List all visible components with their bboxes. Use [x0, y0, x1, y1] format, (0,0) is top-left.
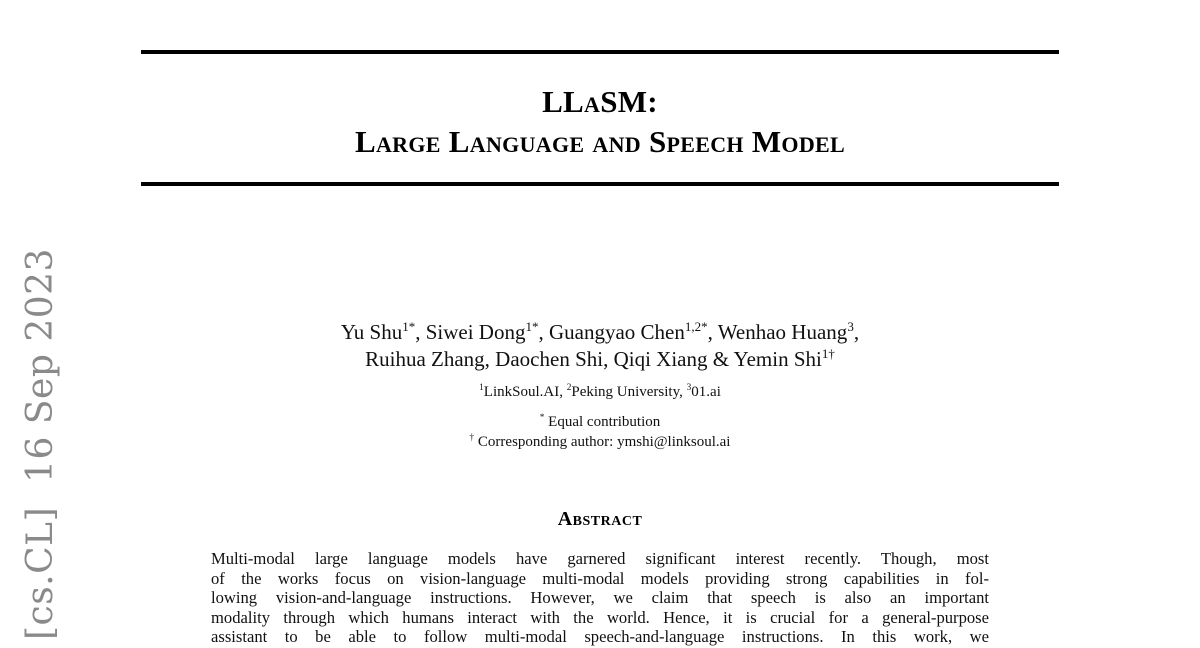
author-affil-mark: 1*: [525, 319, 539, 334]
corresponding-text: Corresponding author: ymshi@linksoul.ai: [477, 434, 731, 450]
equal-contribution-note: [141, 414, 1059, 431]
title-top-rule: [141, 50, 1059, 54]
author-name: Wenhao Huang: [717, 320, 848, 344]
author-affil-mark: 3: [847, 319, 854, 334]
title-bottom-rule: [141, 182, 1059, 186]
affil-mark: 1: [479, 383, 484, 393]
author-affil-mark: 1*: [402, 319, 416, 334]
equal-mark: *: [539, 413, 545, 423]
dagger-mark: †: [469, 433, 475, 443]
corresponding-author-note: [141, 434, 1059, 451]
author-name: Guangyao Chen: [548, 320, 685, 344]
author-affil-mark: 1,2*: [684, 319, 708, 334]
author-affil-mark: 1†: [821, 346, 835, 361]
author-names: Ruihua Zhang, Daochen Shi, Qiqi Xiang & Yemin Shi: [365, 347, 822, 371]
abstract-line: modality through which humans interact with the world. Hence, it is crucial for a general-purpose: [211, 607, 989, 627]
abstract-line: Multi-modal large language models have garnered significant interest recently. Though, most: [211, 549, 989, 568]
author-name: Siwei Dong: [425, 320, 526, 344]
author-name: Yu Shu: [340, 320, 403, 344]
affil-mark: 3: [686, 383, 692, 393]
author-line-1: Yu Shu$^{1*}$, Siwei Dong$^{1*}$, Guangyao Chen$^{1,2*}$, Wenhao Huang$^3$,: [340, 319, 860, 344]
affil-org: Peking University,: [571, 384, 683, 400]
abstract-line: lowing vision-and-language instructions. However, we claim that speech is also an important: [211, 588, 989, 608]
affil-mark: 2: [566, 383, 572, 393]
abstract-line: of the works focus on vision-language multi-modal models providing strong capabilities in fol-: [211, 568, 989, 588]
arxiv-date: 16 Sep 2023: [20, 248, 61, 483]
arxiv-category: [cs.CL]: [20, 506, 61, 640]
affil-org: 01.ai: [691, 384, 721, 400]
abstract-body: [211, 549, 989, 647]
paper-title-line2: Large Language and Speech Model: [355, 124, 845, 159]
abstract-line: assistant to be able to follow multi-modal speech-and-language instructions. In this work, we: [211, 627, 989, 647]
paper-title-line1: LLaSM:: [542, 84, 658, 119]
arxiv-side-stamp: [20, 248, 61, 640]
affil-org: LinkSoul.AI,: [483, 384, 563, 400]
equal-text: Equal contribution: [548, 414, 661, 430]
abstract-heading: Abstract: [557, 508, 643, 530]
affiliations: [141, 384, 1059, 401]
author-line-2: [141, 347, 1059, 372]
